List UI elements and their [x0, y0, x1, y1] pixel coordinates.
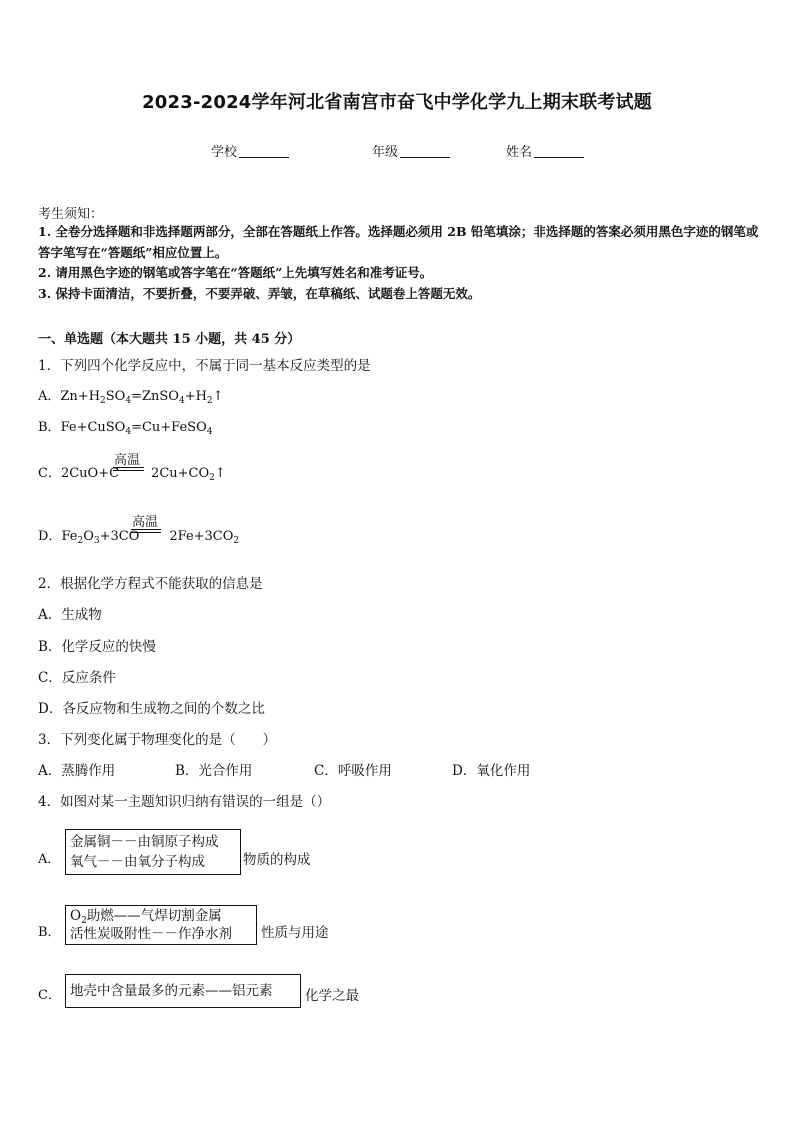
- q4-b-line1: $O_2$助燃——气焊切割金属: [70, 908, 222, 926]
- q4-option-b-box: [65, 905, 257, 945]
- q4-a-line2: 氧气－－由氧分子构成: [70, 854, 205, 870]
- notice-item-3: 3. 保持卡面清洁，不要折叠，不要弄破、弄皱，在草稿纸、试题卷上答题无效。: [38, 286, 481, 301]
- q4-c-topic: 化学之最: [305, 988, 359, 1004]
- q1-option-b[interactable]: B．Fe+CuSO$_4$=Cu+FeSO$_4$: [38, 420, 213, 437]
- q1-option-d[interactable]: D．$Fe_2O_3+3CO$ $2Fe+3CO_2$: [38, 529, 240, 546]
- q1-option-c[interactable]: C．2CuO+C $2Cu+CO_2↑$: [38, 466, 226, 483]
- q1-c-equals-sign: [113, 467, 144, 471]
- q3-option-a[interactable]: A．蒸腾作用: [38, 763, 116, 779]
- q1-d-condition: 高温: [132, 515, 159, 530]
- q4-option-a-box: [65, 829, 241, 875]
- q4-option-c-box: [65, 974, 301, 1008]
- q2-option-b[interactable]: B．化学反应的快慢: [38, 639, 156, 655]
- q4-stem: 4．如图对某一主题知识归纳有错误的一组是（）: [38, 794, 331, 810]
- q1-c-condition: 高温: [114, 453, 141, 468]
- q3-stem: 3．下列变化属于物理变化的是（ ）: [38, 732, 277, 748]
- q4-a-line1: 金属铜－－由铜原子构成: [70, 834, 219, 850]
- q1-stem: 1．下列四个化学反应中，不属于同一基本反应类型的是: [38, 358, 371, 374]
- q2-option-a[interactable]: A．生成物: [38, 607, 102, 623]
- q4-a-topic: 物质的构成: [243, 852, 311, 868]
- q3-option-b[interactable]: B．光合作用: [175, 763, 253, 779]
- notice-item-2: 2. 请用黑色字迹的钢笔或答字笔在“答题纸”上先填写姓名和准考证号。: [38, 265, 433, 280]
- q4-option-c-label[interactable]: C．: [38, 988, 61, 1003]
- q4-c-line1: 地壳中含量最多的元素——铝元素: [70, 983, 273, 999]
- section-heading: 一、单选题（本大题共 15 小题，共 45 分）: [38, 332, 301, 347]
- school-label: 学校: [211, 145, 238, 160]
- q2-option-c[interactable]: C．反应条件: [38, 670, 116, 686]
- q4-b-topic: 性质与用途: [261, 925, 329, 941]
- q3-option-d[interactable]: D．氧化作用: [452, 763, 531, 779]
- name-field: [506, 141, 584, 160]
- q2-stem: 2．根据化学方程式不能获取的信息是: [38, 576, 263, 592]
- notice-heading: 考生须知：: [38, 207, 104, 222]
- grade-label: 年级: [372, 145, 399, 160]
- q4-option-a-label[interactable]: A．: [38, 852, 61, 867]
- q3-option-c[interactable]: C．呼吸作用: [314, 763, 392, 779]
- q1-option-a[interactable]: A．$Zn+H_2SO_4=ZnSO_4+H_2↑$: [38, 389, 224, 406]
- q2-option-d[interactable]: D．各反应物和生成物之间的个数之比: [38, 701, 265, 717]
- q1-d-equals-sign: [131, 529, 161, 533]
- grade-blank[interactable]: [400, 144, 450, 158]
- name-label: 姓名: [506, 145, 533, 160]
- name-blank[interactable]: [534, 144, 584, 158]
- school-field: [211, 141, 289, 160]
- grade-field: [372, 141, 450, 160]
- page-title: 2023-2024学年河北省南宫市奋飞中学化学九上期末联考试题: [142, 92, 652, 113]
- q4-option-b-label[interactable]: B．: [38, 925, 61, 940]
- school-blank[interactable]: [239, 144, 289, 158]
- notice-item-1: 1. 全卷分选择题和非选择题两部分，全部在答题纸上作答。选择题必须用 2B 铅笔填涂；非选择题的答案必须用黑色字迹的钢笔或答字笔写在“答题纸”相应位置上。: [38, 224, 759, 260]
- q4-b-line2: 活性炭吸附性－－作净水剂: [70, 926, 232, 942]
